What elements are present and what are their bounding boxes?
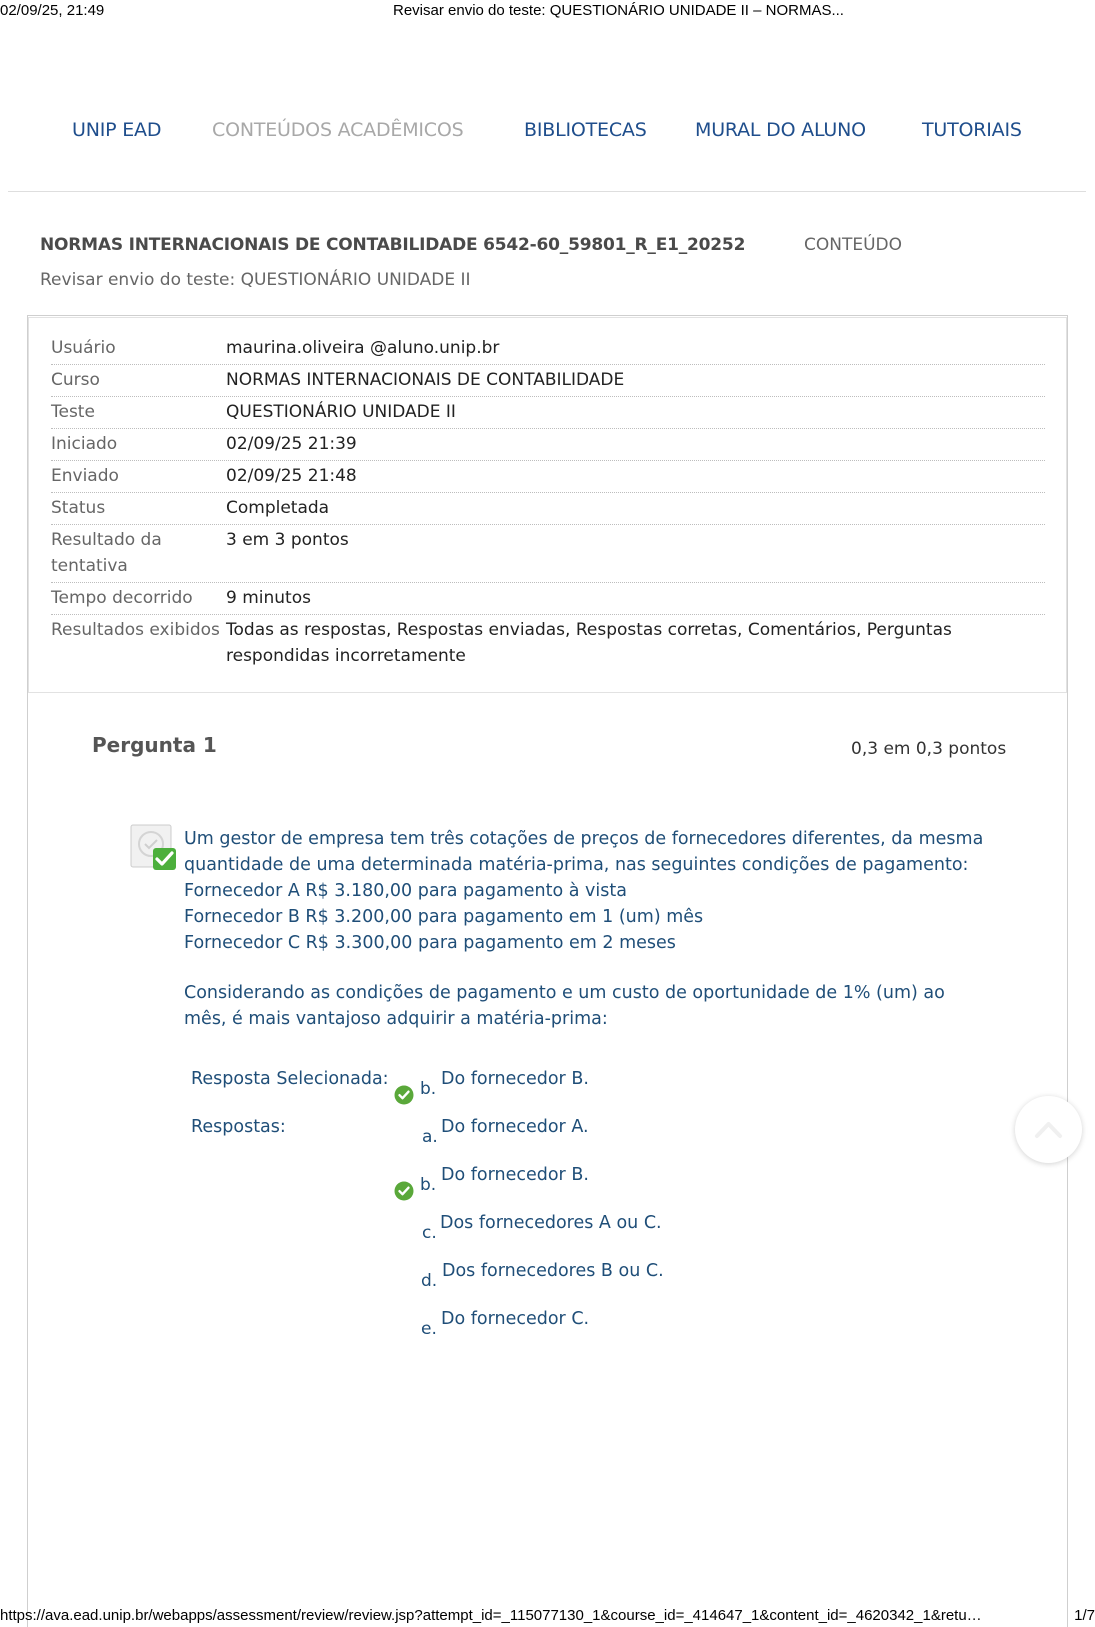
summary-label: Tempo decorrido [51, 588, 193, 608]
summary-value: 02/09/25 21:39 [226, 434, 357, 454]
print-header [0, 0, 1095, 22]
summary-label: Status [51, 498, 106, 518]
summary-label: Teste [51, 402, 95, 422]
summary-value: Completada [226, 498, 330, 518]
summary-label: Resultado da tentativa [51, 530, 162, 576]
answers-label: Respostas: [191, 1117, 286, 1137]
nav-bibliotecas[interactable]: BIBLIOTECAS [524, 119, 647, 141]
summary-label: Resultados exibidos [51, 620, 220, 640]
summary-row-iniciado [51, 431, 1045, 461]
option-d-letter: d. [421, 1271, 438, 1291]
summary-label: Iniciado [51, 434, 118, 454]
summary-value: Todas as respostas, Respostas enviadas, Respostas corretas, Comentários, Perguntas respondidas incorretamente [226, 620, 952, 666]
question-line: Fornecedor A R$ 3.180,00 para pagamento à vista [184, 881, 627, 901]
correct-question-icon [130, 824, 178, 872]
summary-value: maurina.oliveira @aluno.unip.br [226, 338, 500, 358]
nav-mural-do-aluno[interactable]: MURAL DO ALUNO [695, 119, 866, 141]
nav-tutoriais[interactable]: TUTORIAIS [922, 119, 1022, 141]
question-statement: Um gestor de empresa tem três cotações de preços de fornecedores diferentes, da mesma quantidade de uma determinada matéria-prima, nas seguintes condições de pagamento: [184, 829, 984, 875]
summary-row-teste [51, 399, 1045, 429]
summary-row-enviado [51, 463, 1045, 493]
summary-row-resultado [51, 527, 1045, 583]
question-points: 0,3 em 0,3 pontos [851, 739, 1007, 759]
selected-answer-label: Resposta Selecionada: [191, 1069, 389, 1089]
print-title: Revisar envio do teste: QUESTIONÁRIO UNIDADE II – NORMAS... [393, 2, 844, 19]
summary-value: NORMAS INTERNACIONAIS DE CONTABILIDADE [226, 370, 625, 390]
question-line: Fornecedor B R$ 3.200,00 para pagamento em 1 (um) mês [184, 907, 704, 927]
print-url: https://ava.ead.unip.br/webapps/assessment/review/review.jsp?attempt_id=_115077130_1&course_id=_414647_1&content_id=_4620342_1&retu… [0, 1607, 982, 1624]
selected-answer-letter: b. [420, 1079, 437, 1099]
print-datetime: 02/09/25, 21:49 [0, 2, 105, 19]
summary-label: Enviado [51, 466, 119, 486]
print-page-number: 1/7 [1074, 1607, 1095, 1624]
summary-row-resultados-exibidos [51, 617, 1045, 677]
question-line: Fornecedor C R$ 3.300,00 para pagamento em 2 meses [184, 933, 676, 953]
summary-value: 02/09/25 21:48 [226, 466, 357, 486]
option-a-text: Do fornecedor A. [441, 1117, 589, 1137]
nav-divider [8, 191, 1086, 192]
option-d-text: Dos fornecedores B ou C. [442, 1261, 664, 1281]
breadcrumb-course[interactable]: NORMAS INTERNACIONAIS DE CONTABILIDADE 6542-60_59801_R_E1_20252 [40, 235, 746, 255]
summary-row-usuario [51, 335, 1045, 365]
nav-conteudos-academicos[interactable]: CONTEÚDOS ACADÊMICOS [212, 119, 464, 141]
summary-value: QUESTIONÁRIO UNIDADE II [226, 402, 456, 422]
print-footer [0, 1606, 1095, 1627]
scroll-top-button[interactable] [1015, 1096, 1082, 1163]
option-a-letter: a. [422, 1127, 438, 1147]
attempt-summary [28, 317, 1067, 693]
question-prompt: Considerando as condições de pagamento e um custo de oportunidade de 1% (um) ao mês, é mais vantajoso adquirir a matéria-prima: [184, 983, 945, 1029]
option-c-text: Dos fornecedores A ou C. [440, 1213, 662, 1233]
option-e-letter: e. [421, 1319, 437, 1339]
summary-label: Curso [51, 370, 100, 390]
summary-label: Usuário [51, 338, 116, 358]
correct-check-icon [394, 1085, 414, 1105]
question-title: Pergunta 1 [92, 733, 217, 757]
option-c-letter: c. [422, 1223, 437, 1243]
correct-check-icon [394, 1181, 414, 1201]
option-b-text: Do fornecedor B. [441, 1165, 589, 1185]
summary-row-tempo [51, 585, 1045, 615]
summary-value: 3 em 3 pontos [226, 530, 349, 550]
page-title: Revisar envio do teste: QUESTIONÁRIO UNIDADE II [40, 270, 471, 290]
option-b-letter: b. [420, 1175, 437, 1195]
breadcrumb-section[interactable]: CONTEÚDO [804, 235, 903, 255]
summary-value: 9 minutos [226, 588, 311, 608]
question-text [184, 826, 984, 1032]
summary-row-curso [51, 367, 1045, 397]
summary-row-status [51, 495, 1045, 525]
option-e-text: Do fornecedor C. [441, 1309, 590, 1329]
nav-unip-ead[interactable]: UNIP EAD [72, 119, 162, 141]
selected-answer-text: Do fornecedor B. [441, 1069, 589, 1089]
top-navigation [0, 112, 1095, 152]
chevron-up-icon [1015, 1096, 1082, 1163]
